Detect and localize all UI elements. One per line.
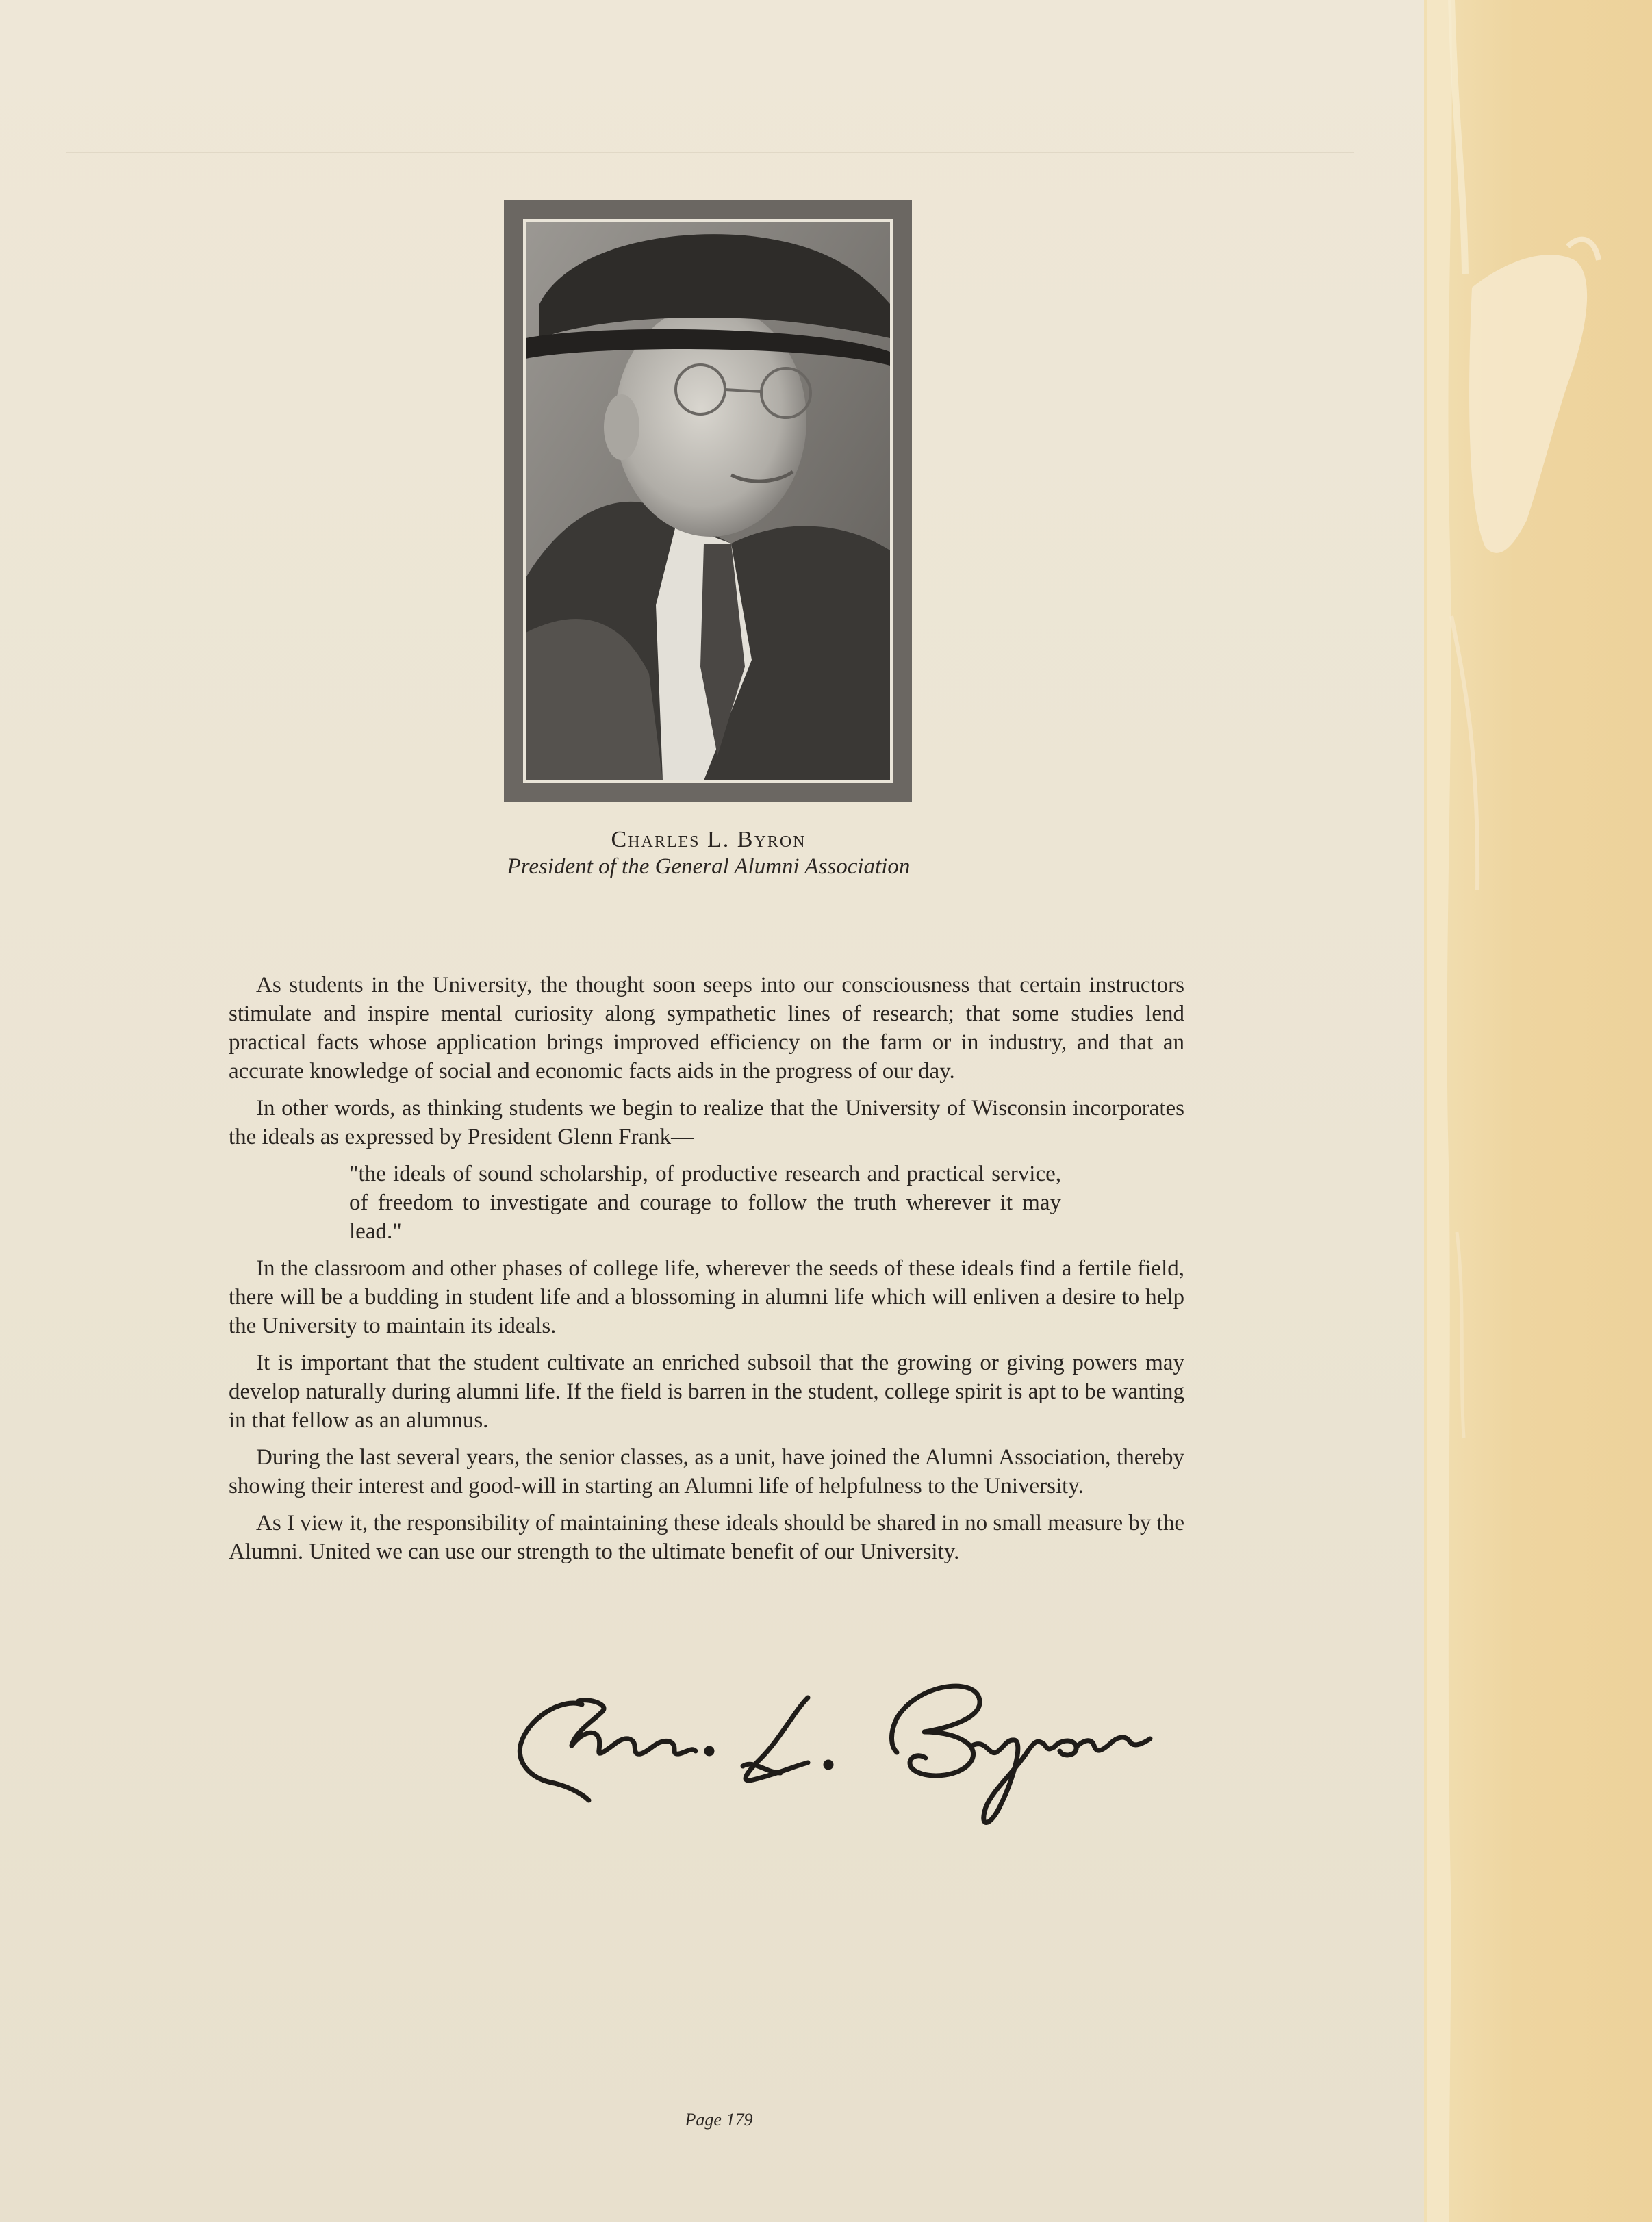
portrait-name: Charles L. Byron [611,827,806,852]
portrait-man-icon [526,222,890,780]
paragraph-6: As I view it, the responsibility of maintaining these ideals should be shared in no small measure by the Alumni. United we can use our strength to the ultimate benefit of our University. [229,1511,1184,1564]
portrait-photo [504,200,912,802]
paragraph-2: In other words, as thinking students we begin to realize that the University of Wisconsin incorporates the ideals as expressed by President Glenn Frank— [229,1096,1184,1149]
decorative-side-band [1424,0,1652,2222]
portrait-photo-inner [523,219,893,783]
paragraph-1: As students in the University, the thought soon seeps into our consciousness that certain instructors stimulate and inspire mental curiosity along sympathetic lines of research; that some studies lend practical facts whose application brings improved efficiency on the farm or in industry, and that an accurate knowledge of social and economic facts aids in the progress of our day. [229,973,1184,1084]
quotation: "the ideals of sound scholarship, of productive research and practical service, of freedom to investigate and courage to follow the truth wherever it may lead." [349,1162,1061,1244]
signature [507,1670,1178,1838]
paragraph-3: In the classroom and other phases of college life, wherever the seeds of these ideals find a fertile field, there will be a budding in student life and a blossoming in alumni life which will enliven a desire to help the University to maintain its ideals. [229,1256,1184,1338]
handwritten-signature-icon [507,1670,1178,1835]
page-number: Page 179 [685,2110,753,2130]
birch-branch-decoration-icon [1424,0,1652,2222]
letter-body [229,971,1184,1574]
portrait-title: President of the General Alumni Association [507,854,911,879]
paragraph-5: During the last several years, the senior classes, as a unit, have joined the Alumni Association, thereby showing their interest and good-will in starting an Alumni life of helpfulness to the University. [229,1445,1184,1498]
paragraph-4: It is important that the student cultivate an enriched subsoil that the growing or giving powers may develop naturally during alumni life. If the field is barren in the student, college spirit is apt to be wanting in that fellow as an alumnus. [229,1351,1184,1433]
